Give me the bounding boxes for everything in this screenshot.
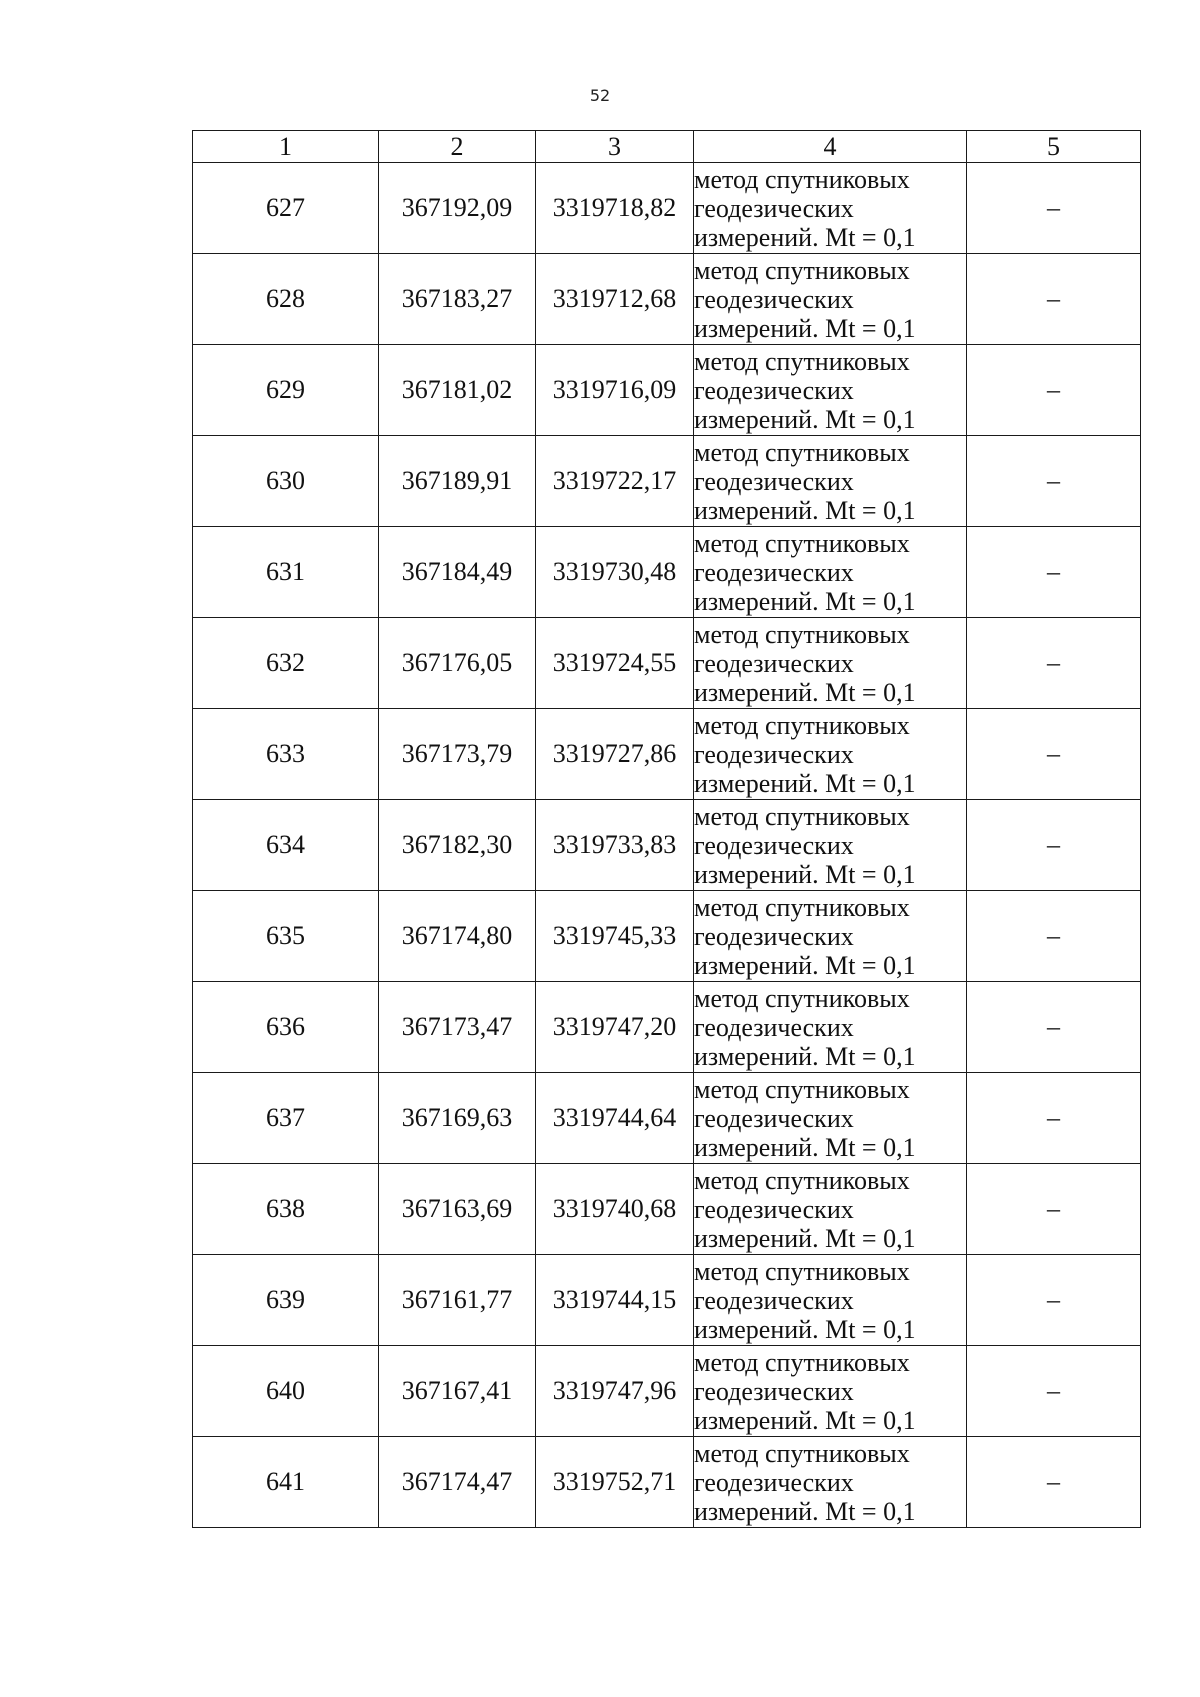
y-coordinate-cell: 3319718,82 [536,163,694,254]
y-coordinate-cell: 3319724,55 [536,618,694,709]
table-row [193,163,1141,254]
method-line: измерений. Mt = 0,1 [694,1223,916,1253]
point-number-cell: 631 [193,527,379,618]
note-cell: – [967,982,1141,1073]
method-line: метод спутниковых [694,164,910,194]
note-cell: – [967,709,1141,800]
x-coordinate-cell: 367169,63 [379,1073,536,1164]
note-cell: – [967,163,1141,254]
method-line: метод спутниковых [694,892,910,922]
method-line: геодезических [694,648,854,678]
method-cell [694,436,967,527]
method-line: измерений. Mt = 0,1 [694,404,916,434]
method-line: геодезических [694,1467,854,1497]
x-coordinate-cell: 367183,27 [379,254,536,345]
table-row [193,1255,1141,1346]
method-line: геодезических [694,1285,854,1315]
y-coordinate-cell: 3319744,15 [536,1255,694,1346]
method-line: измерений. Mt = 0,1 [694,768,916,798]
column-header-2: 2 [379,131,536,163]
note-cell: – [967,345,1141,436]
method-line: измерений. Mt = 0,1 [694,222,916,252]
note-cell: – [967,436,1141,527]
x-coordinate-cell: 367182,30 [379,800,536,891]
method-line: геодезических [694,1012,854,1042]
table-row [193,800,1141,891]
column-header-5: 5 [967,131,1141,163]
point-number-cell: 636 [193,982,379,1073]
table-row [193,1346,1141,1437]
x-coordinate-cell: 367161,77 [379,1255,536,1346]
method-line: измерений. Mt = 0,1 [694,950,916,980]
note-cell: – [967,1437,1141,1528]
method-cell [694,1346,967,1437]
method-line: метод спутниковых [694,1256,910,1286]
method-line: измерений. Mt = 0,1 [694,1132,916,1162]
method-line: геодезических [694,739,854,769]
method-line: метод спутниковых [694,346,910,376]
note-cell: – [967,800,1141,891]
note-cell: – [967,254,1141,345]
table-row [193,345,1141,436]
table-row [193,982,1141,1073]
point-number-cell: 640 [193,1346,379,1437]
x-coordinate-cell: 367174,80 [379,891,536,982]
method-line: измерений. Mt = 0,1 [694,313,916,343]
point-number-cell: 638 [193,1164,379,1255]
note-cell: – [967,891,1141,982]
method-line: геодезических [694,1376,854,1406]
method-cell [694,1437,967,1528]
x-coordinate-cell: 367174,47 [379,1437,536,1528]
method-line: метод спутниковых [694,619,910,649]
table-row [193,1164,1141,1255]
method-line: геодезических [694,193,854,223]
method-line: измерений. Mt = 0,1 [694,1314,916,1344]
method-cell [694,163,967,254]
table-row [193,1437,1141,1528]
method-cell [694,982,967,1073]
table-row [193,436,1141,527]
method-line: метод спутниковых [694,255,910,285]
method-cell [694,800,967,891]
method-line: метод спутниковых [694,1438,910,1468]
method-line: измерений. Mt = 0,1 [694,1405,916,1435]
x-coordinate-cell: 367173,47 [379,982,536,1073]
table-row [193,891,1141,982]
method-line: геодезических [694,284,854,314]
y-coordinate-cell: 3319745,33 [536,891,694,982]
y-coordinate-cell: 3319752,71 [536,1437,694,1528]
x-coordinate-cell: 367189,91 [379,436,536,527]
x-coordinate-cell: 367167,41 [379,1346,536,1437]
y-coordinate-cell: 3319733,83 [536,800,694,891]
x-coordinate-cell: 367176,05 [379,618,536,709]
method-line: измерений. Mt = 0,1 [694,677,916,707]
method-cell [694,1255,967,1346]
note-cell: – [967,618,1141,709]
x-coordinate-cell: 367184,49 [379,527,536,618]
method-cell [694,891,967,982]
note-cell: – [967,527,1141,618]
point-number-cell: 639 [193,1255,379,1346]
table-row [193,1073,1141,1164]
y-coordinate-cell: 3319747,20 [536,982,694,1073]
y-coordinate-cell: 3319722,17 [536,436,694,527]
column-header-3: 3 [536,131,694,163]
y-coordinate-cell: 3319730,48 [536,527,694,618]
method-line: метод спутниковых [694,983,910,1013]
note-cell: – [967,1346,1141,1437]
point-number-cell: 633 [193,709,379,800]
method-line: метод спутниковых [694,437,910,467]
method-cell [694,1164,967,1255]
method-line: геодезических [694,1194,854,1224]
method-cell [694,618,967,709]
method-cell [694,1073,967,1164]
point-number-cell: 627 [193,163,379,254]
table-header [193,131,1141,163]
method-line: метод спутниковых [694,528,910,558]
point-number-cell: 628 [193,254,379,345]
method-line: геодезических [694,466,854,496]
x-coordinate-cell: 367173,79 [379,709,536,800]
table-row [193,527,1141,618]
method-line: метод спутниковых [694,1165,910,1195]
y-coordinate-cell: 3319712,68 [536,254,694,345]
method-line: измерений. Mt = 0,1 [694,859,916,889]
point-number-cell: 641 [193,1437,379,1528]
point-number-cell: 635 [193,891,379,982]
column-header-4: 4 [694,131,967,163]
y-coordinate-cell: 3319744,64 [536,1073,694,1164]
point-number-cell: 637 [193,1073,379,1164]
y-coordinate-cell: 3319727,86 [536,709,694,800]
note-cell: – [967,1073,1141,1164]
point-number-cell: 629 [193,345,379,436]
method-line: метод спутниковых [694,1347,910,1377]
method-line: измерений. Mt = 0,1 [694,495,916,525]
method-line: метод спутниковых [694,710,910,740]
note-cell: – [967,1255,1141,1346]
x-coordinate-cell: 367192,09 [379,163,536,254]
point-number-cell: 630 [193,436,379,527]
point-number-cell: 634 [193,800,379,891]
method-line: метод спутниковых [694,1074,910,1104]
method-line: геодезических [694,557,854,587]
x-coordinate-cell: 367181,02 [379,345,536,436]
table-body [193,163,1141,1528]
method-cell [694,527,967,618]
y-coordinate-cell: 3319747,96 [536,1346,694,1437]
method-line: геодезических [694,375,854,405]
y-coordinate-cell: 3319740,68 [536,1164,694,1255]
method-line: измерений. Mt = 0,1 [694,1496,916,1526]
method-line: геодезических [694,830,854,860]
method-line: геодезических [694,921,854,951]
page-number: 52 [589,86,611,105]
table-row [193,709,1141,800]
header-row [193,131,1141,163]
table-row [193,618,1141,709]
coordinates-table [192,130,1141,1528]
method-line: метод спутниковых [694,801,910,831]
method-cell [694,709,967,800]
x-coordinate-cell: 367163,69 [379,1164,536,1255]
column-header-1: 1 [193,131,379,163]
method-cell [694,345,967,436]
note-cell: – [967,1164,1141,1255]
method-cell [694,254,967,345]
method-line: геодезических [694,1103,854,1133]
y-coordinate-cell: 3319716,09 [536,345,694,436]
method-line: измерений. Mt = 0,1 [694,586,916,616]
table-row [193,254,1141,345]
point-number-cell: 632 [193,618,379,709]
method-line: измерений. Mt = 0,1 [694,1041,916,1071]
